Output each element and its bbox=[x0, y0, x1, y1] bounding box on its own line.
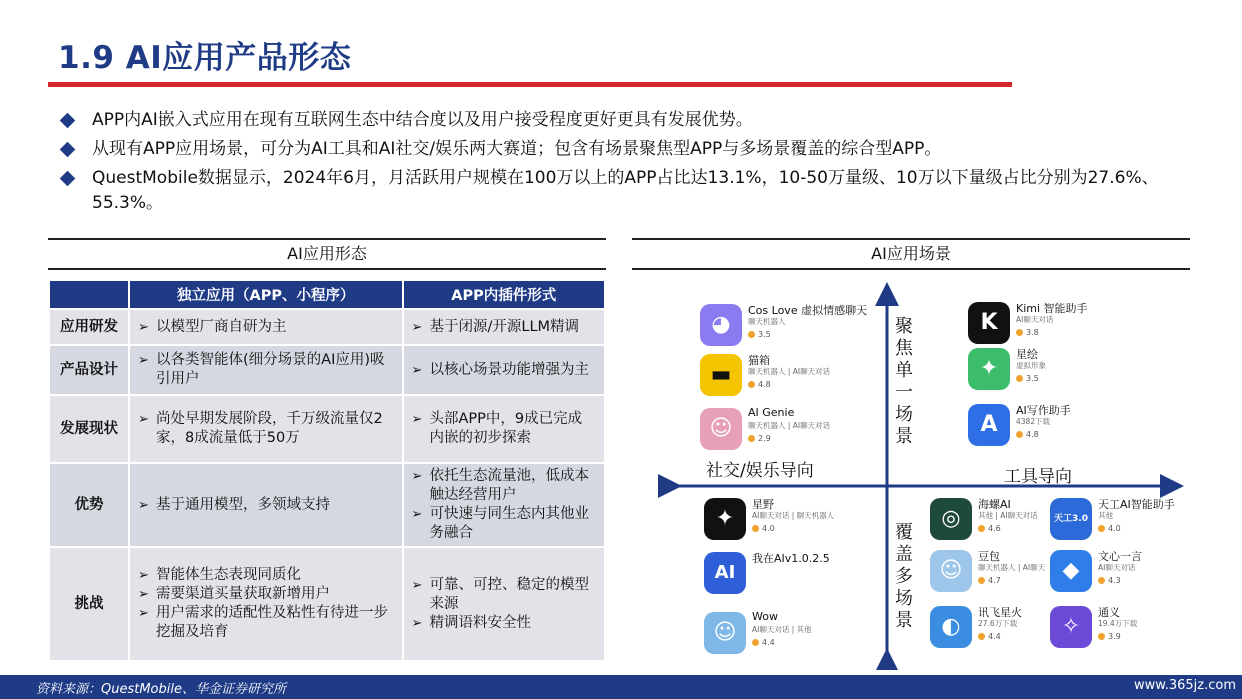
table-cell bbox=[130, 396, 402, 462]
app-name: Kimi 智能助手 bbox=[1016, 302, 1088, 315]
diamond-bullet-icon bbox=[60, 142, 76, 158]
forms-heading: AI应用形态 bbox=[48, 238, 606, 270]
app-card bbox=[704, 496, 874, 542]
footer-bar bbox=[0, 675, 1242, 699]
cell-item: ➢ 智能体生态表现同质化 bbox=[138, 566, 394, 585]
table-cell bbox=[404, 464, 605, 546]
app-icon: ◐ bbox=[930, 606, 972, 648]
table-cell bbox=[404, 396, 605, 462]
watermark: www.365jz.com bbox=[1134, 678, 1236, 693]
scenes-heading: AI应用场景 bbox=[632, 238, 1190, 270]
app-card bbox=[700, 302, 870, 348]
app-icon: ☺ bbox=[704, 612, 746, 654]
app-rating: 4.0 bbox=[1098, 524, 1121, 533]
bullet-text: QuestMobile数据显示，2024年6月，月活跃用户规模在100万以上的APP占比达13.1%，10-50万量级、10万以下量级占比分别为27.6%、55.3%。 bbox=[92, 168, 1159, 213]
app-name: 星野 bbox=[752, 498, 774, 511]
app-icon: ✦ bbox=[704, 498, 746, 540]
app-card bbox=[968, 346, 1128, 392]
app-tags: 其他 bbox=[1098, 511, 1113, 520]
app-name: Cos Love 虚拟情感聊天 bbox=[748, 304, 868, 317]
app-card bbox=[930, 548, 1050, 594]
table-cell bbox=[130, 346, 402, 394]
app-name: 猫箱 bbox=[748, 354, 770, 367]
cell-item: ➢ 以各类智能体(细分场景的AI应用)吸引用户 bbox=[138, 351, 394, 389]
app-tags: 聊天机器人 | AI聊天对话 bbox=[748, 421, 831, 430]
axis-top-label: 聚焦单一场景 bbox=[895, 316, 913, 447]
cell-item: ➢ 依托生态流量池，低成本触达经营用户 bbox=[412, 467, 597, 505]
bullet-list bbox=[58, 108, 1188, 220]
row-header: 发展现状 bbox=[50, 396, 128, 462]
table-cell bbox=[404, 310, 605, 344]
app-card bbox=[968, 300, 1128, 346]
app-rating: 4.6 bbox=[978, 524, 1001, 533]
app-tags: 4382下载 bbox=[1016, 417, 1051, 426]
table-row bbox=[50, 310, 604, 344]
bullet-item bbox=[58, 137, 1188, 162]
app-icon: ◎ bbox=[930, 498, 972, 540]
bullet-text: 从现有APP应用场景，可分为AI工具和AI社交/娱乐两大赛道；包含有场景聚焦型APP与多场景覆盖的综合型APP。 bbox=[92, 139, 942, 159]
bullet-text: APP内AI嵌入式应用在现有互联网生态中结合度以及用户接受程度更好更具有发展优势。 bbox=[92, 110, 753, 130]
app-card bbox=[1050, 548, 1180, 594]
app-icon: ✧ bbox=[1050, 606, 1092, 648]
row-header: 应用研发 bbox=[50, 310, 128, 344]
cell-item: ➢ 需要渠道买量获取新增用户 bbox=[138, 585, 394, 604]
app-icon: ☺ bbox=[930, 550, 972, 592]
table-cell bbox=[130, 548, 402, 660]
app-tags: 虚拟形象 bbox=[1016, 361, 1046, 370]
column-header: 独立应用（APP、小程序） bbox=[130, 281, 402, 308]
table-cell bbox=[130, 310, 402, 344]
app-icon: ▬ bbox=[700, 354, 742, 396]
app-name: 我在AIv1.0.2.5 bbox=[752, 552, 830, 565]
table-cell bbox=[130, 464, 402, 546]
app-icon: ✦ bbox=[968, 348, 1010, 390]
app-rating: 3.5 bbox=[748, 330, 771, 339]
app-rating: 4.7 bbox=[978, 576, 1001, 585]
row-header: 产品设计 bbox=[50, 346, 128, 394]
app-icon: ◕ bbox=[700, 304, 742, 346]
app-icon: A bbox=[968, 404, 1010, 446]
app-tags: AI聊天对话 bbox=[1016, 315, 1054, 324]
app-rating: 4.0 bbox=[752, 524, 775, 533]
table-row bbox=[50, 346, 604, 394]
app-card bbox=[930, 496, 1050, 542]
page-title: 1.9 AI应用产品形态 bbox=[58, 40, 352, 76]
cell-item: ➢ 用户需求的适配性及粘性有待进一步挖掘及培育 bbox=[138, 604, 394, 642]
app-name: Wow bbox=[752, 610, 778, 623]
table-row bbox=[50, 396, 604, 462]
app-name: 星绘 bbox=[1016, 348, 1038, 361]
app-card bbox=[700, 406, 870, 452]
app-tags: 聊天机器人 | AI聊天 bbox=[978, 563, 1046, 572]
source-note: 资料来源：QuestMobile、华金证券研究所 bbox=[36, 682, 286, 697]
app-card bbox=[1050, 604, 1180, 650]
axis-right-label: 工具导向 bbox=[1004, 467, 1072, 487]
app-card bbox=[704, 550, 874, 596]
axis-left-label: 社交/娱乐导向 bbox=[706, 461, 814, 481]
table-cell bbox=[404, 548, 605, 660]
app-rating: 3.8 bbox=[1016, 328, 1039, 337]
app-icon: ☺ bbox=[700, 408, 742, 450]
app-card bbox=[968, 402, 1128, 448]
app-rating: 4.3 bbox=[1098, 576, 1121, 585]
diamond-bullet-icon bbox=[60, 113, 76, 129]
app-icon: 天工3.0 bbox=[1050, 498, 1092, 540]
app-rating: 2.9 bbox=[748, 434, 771, 443]
app-tags: AI聊天对话 bbox=[1098, 563, 1136, 572]
app-name: 文心一言 bbox=[1098, 550, 1142, 563]
axis-bottom-label: 覆盖多场景 bbox=[895, 522, 913, 631]
app-name: AI Genie bbox=[748, 406, 795, 419]
app-icon: ◆ bbox=[1050, 550, 1092, 592]
app-name: 讯飞星火 bbox=[978, 606, 1022, 619]
cell-item: ➢ 以模型厂商自研为主 bbox=[138, 318, 394, 337]
app-tags: 其他 | AI聊天对话 bbox=[978, 511, 1038, 520]
cell-item: ➢ 尚处早期发展阶段，千万级流量仅2家，8成流量低于50万 bbox=[138, 410, 394, 448]
cell-item: ➢ 以核心场景功能增强为主 bbox=[412, 361, 597, 380]
cell-item: ➢ 基于通用模型，多领域支持 bbox=[138, 496, 394, 515]
app-card bbox=[700, 352, 870, 398]
app-name: 天工AI智能助手 bbox=[1098, 498, 1175, 511]
table-corner bbox=[50, 281, 128, 308]
row-header: 挑战 bbox=[50, 548, 128, 660]
table-row bbox=[50, 548, 604, 660]
cell-item: ➢ 可靠、可控、稳定的模型来源 bbox=[412, 576, 597, 614]
app-tags: 27.6万下载 bbox=[978, 619, 1018, 628]
table-row bbox=[50, 464, 604, 546]
title-divider bbox=[48, 82, 1012, 87]
app-rating: 4.4 bbox=[978, 632, 1001, 641]
forms-table bbox=[48, 279, 606, 662]
bullet-item bbox=[58, 108, 1188, 133]
app-name: 豆包 bbox=[978, 550, 1000, 563]
app-icon: AI bbox=[704, 552, 746, 594]
app-rating: 4.8 bbox=[748, 380, 771, 389]
app-rating: 3.5 bbox=[1016, 374, 1039, 383]
app-icon: K bbox=[968, 302, 1010, 344]
app-tags: AI聊天对话 | 其他 bbox=[752, 625, 812, 634]
app-tags: 19.4万下载 bbox=[1098, 619, 1138, 628]
cell-item: ➢ 可快速与同生态内其他业务融合 bbox=[412, 505, 597, 543]
app-tags: 聊天机器人 | AI聊天对话 bbox=[748, 367, 831, 376]
scene-quadrant bbox=[632, 280, 1190, 670]
cell-item: ➢ 基于闭源/开源LLM精调 bbox=[412, 318, 597, 337]
diamond-bullet-icon bbox=[60, 171, 76, 187]
app-card bbox=[1050, 496, 1180, 542]
app-name: 海螺AI bbox=[978, 498, 1011, 511]
table-header-row bbox=[50, 281, 604, 308]
bullet-item bbox=[58, 166, 1188, 216]
app-rating: 4.8 bbox=[1016, 430, 1039, 439]
app-card bbox=[704, 610, 874, 656]
table-cell bbox=[404, 346, 605, 394]
app-card bbox=[930, 604, 1050, 650]
column-header: APP内插件形式 bbox=[404, 281, 605, 308]
app-rating: 3.9 bbox=[1098, 632, 1121, 641]
app-name: 通义 bbox=[1098, 606, 1120, 619]
row-header: 优势 bbox=[50, 464, 128, 546]
app-rating: 4.4 bbox=[752, 638, 775, 647]
app-tags: AI聊天对话 | 聊天机器人 bbox=[752, 511, 835, 520]
app-name: AI写作助手 bbox=[1016, 404, 1071, 417]
cell-item: ➢ 头部APP中，9成已完成内嵌的初步探索 bbox=[412, 410, 597, 448]
app-tags: 聊天机器人 bbox=[748, 317, 786, 326]
cell-item: ➢ 精调语料安全性 bbox=[412, 614, 597, 633]
